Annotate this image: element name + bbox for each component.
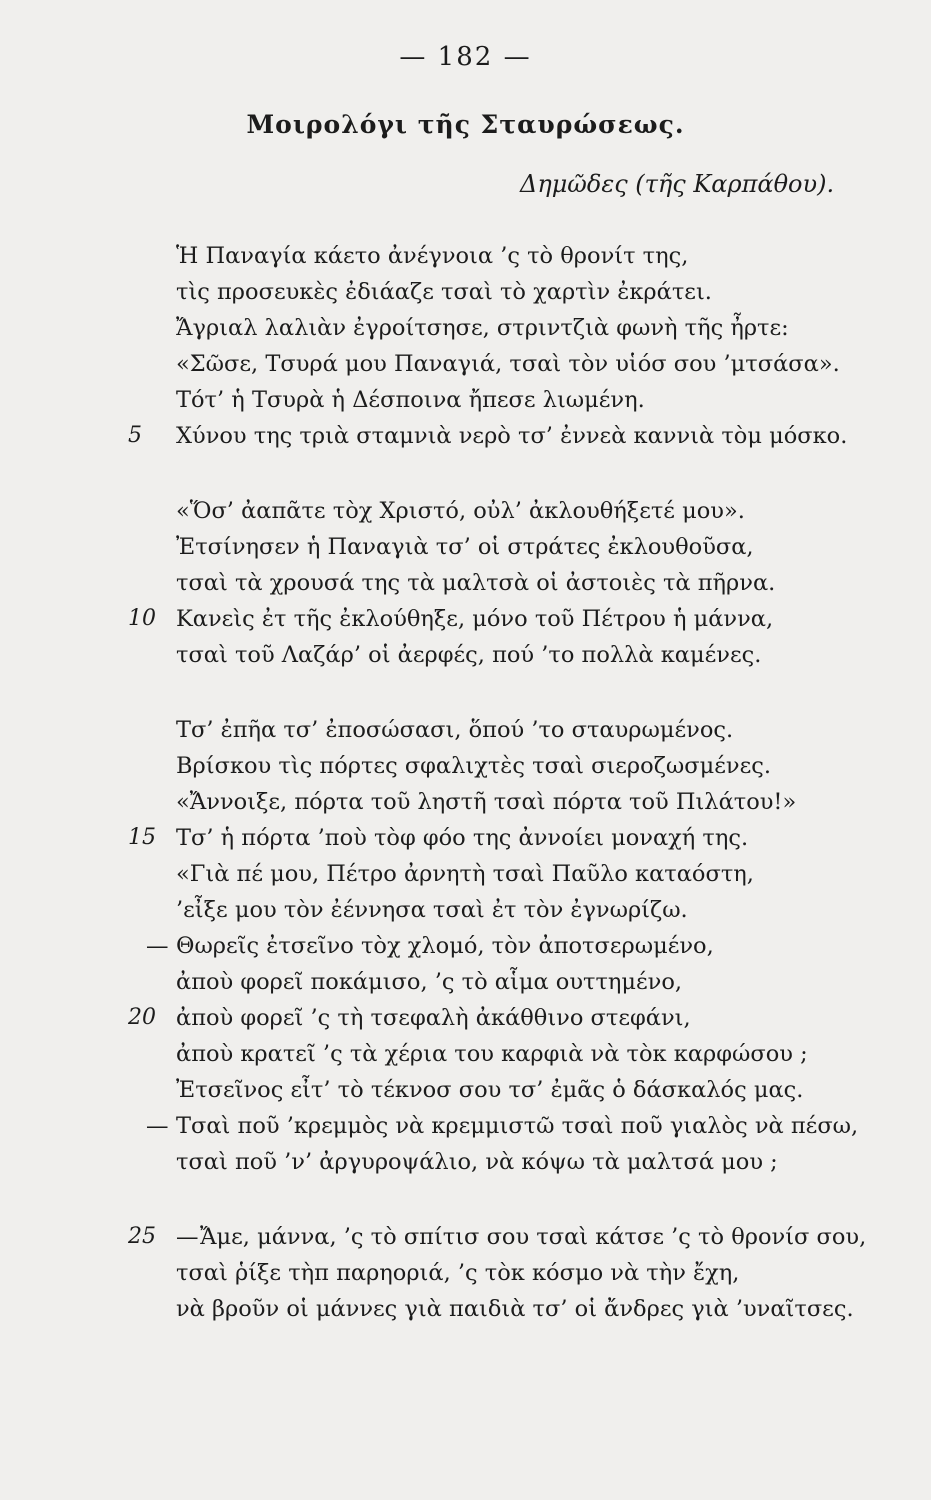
line-text: ἀποὺ κρατεῖ ’ς τὰ χέρια του καρφιὰ νὰ τὸκ καρφώσου ; xyxy=(176,1041,808,1067)
line-number: 15 xyxy=(128,825,156,850)
line-text: ἀποὺ φορεῖ ποκάμισο, ’ς τὸ αἷμα ουττημένο, xyxy=(176,969,683,995)
line-text: ’εἶξε μου τὸν ἐέννησα τσαὶ ἐτ τὸν ἐγνωρίζω. xyxy=(176,897,688,923)
poem-line xyxy=(0,1255,931,1291)
line-text: τσαὶ ῥίξε τὴπ παρηοριά, ’ς τὸκ κόσμο νὰ τὴν ἔχη, xyxy=(176,1260,740,1286)
poem-line xyxy=(0,820,931,856)
poem-line xyxy=(0,382,931,418)
line-text: νὰ βροῦν οἱ μάννες γιὰ παιδιὰ τσ’ οἱ ἄνδρες γιὰ ’υναῖτσες. xyxy=(176,1296,854,1322)
dialogue-dash: — xyxy=(176,1224,199,1250)
poem-title: Μοιρολόγι τῆς Σταυρώσεως. xyxy=(246,110,685,139)
line-number: 20 xyxy=(128,1005,156,1030)
poem-line xyxy=(0,1291,931,1327)
line-number: 25 xyxy=(128,1224,156,1249)
line-text: Ἄγριαλ λαλιὰν ἐγροίτσησε, στριντζιὰ φωνὴ τῆς ἦρτε: xyxy=(176,315,789,341)
line-text: Τσ’ ἡ πόρτα ’ποὺ τὸφ φόο της ἀννοίει μοναχή της. xyxy=(176,825,749,851)
poem-line xyxy=(0,1000,931,1036)
poem-line xyxy=(0,748,931,784)
poem-line xyxy=(0,637,931,673)
line-text: Ἡ Παναγία κάετο ἀνέγνοια ’ς τὸ θρονίτ της, xyxy=(176,243,689,269)
dialogue-dash: — xyxy=(146,933,169,959)
page-number: — 182 — xyxy=(399,42,532,72)
poem-line xyxy=(0,1036,931,1072)
poem-line xyxy=(0,565,931,601)
line-text: τσαὶ τὰ χρουσά της τὰ μαλτσὰ οἱ ἀστοιὲς τὰ πῆρνα. xyxy=(176,570,776,596)
line-text: Ἐτσεῖνος εἶτ’ τὸ τέκνοσ σου τσ’ ἐμᾶς ὁ δάσκαλός μας. xyxy=(176,1077,804,1103)
line-text: τσαὶ τοῦ Λαζάρ’ οἱ ἀερφές, πού ’το πολλὰ καμένες. xyxy=(176,642,762,668)
poem-line xyxy=(0,1108,931,1144)
poem-line xyxy=(0,712,931,748)
stanza-gap xyxy=(0,1180,931,1219)
line-text: Τσ’ ἐπῆα τσ’ ἐποσώσασι, ὅπού ’το σταυρωμένος. xyxy=(176,717,734,743)
line-text: «Ὅσ’ ἀαπᾶτε τὸχ Χριστό, οὐλ’ ἀκλουθήξετέ μου». xyxy=(176,498,745,524)
line-text: «Ἄννοιξε, πόρτα τοῦ ληστῆ τσαὶ πόρτα τοῦ Πιλάτου!» xyxy=(176,789,797,815)
line-text: «Γιὰ πέ μου, Πέτρο ἀρνητὴ τσαὶ Παῦλο καταόστη, xyxy=(176,861,754,887)
poem-line xyxy=(0,1219,931,1255)
line-text: Βρίσκου τὶς πόρτες σφαλιχτὲς τσαὶ σιεροζωσμένες. xyxy=(176,753,771,779)
line-text: Τσαὶ ποῦ ’κρεμμὸς νὰ κρεμμιστῶ τσαὶ ποῦ γιαλὸς νὰ πέσω, xyxy=(176,1113,859,1139)
poem-line xyxy=(0,529,931,565)
poem-subtitle: Δημῶδες (τῆς Καρπάθου). xyxy=(520,170,835,198)
dialogue-dash: — xyxy=(146,1113,169,1139)
line-number: 10 xyxy=(128,606,156,631)
stanza-gap xyxy=(0,673,931,712)
poem-line xyxy=(0,784,931,820)
line-text: Χύνου της τριὰ σταμνιὰ νερὸ τσ’ ἐννεὰ καννιὰ τὸμ μόσκο. xyxy=(176,423,848,449)
line-text: τὶς προσευκὲς ἐδιάαζε τσαὶ τὸ χαρτὶν ἐκράτει. xyxy=(176,279,712,305)
poem-line xyxy=(0,346,931,382)
poem-line xyxy=(0,1072,931,1108)
line-text: Κανεὶς ἐτ τῆς ἐκλούθηξε, μόνο τοῦ Πέτρου ἡ μάννα, xyxy=(176,606,774,632)
poem-line xyxy=(0,601,931,637)
line-text: Ἐτσίνησεν ἡ Παναγιὰ τσ’ οἱ στράτες ἐκλουθοῦσα, xyxy=(176,534,754,560)
poem-line xyxy=(0,964,931,1000)
poem-line xyxy=(0,892,931,928)
poem-line xyxy=(0,928,931,964)
line-text: ἀποὺ φορεῖ ’ς τὴ τσεφαλὴ ἀκάθθινο στεφάνι, xyxy=(176,1005,691,1031)
poem-line xyxy=(0,856,931,892)
poem-line xyxy=(0,310,931,346)
poem-line xyxy=(0,274,931,310)
poem-body xyxy=(0,238,931,1327)
stanza-gap xyxy=(0,454,931,493)
line-text: «Σῶσε, Τσυρά μου Παναγιά, τσαὶ τὸν υἱόσ σου ’μτσάσα». xyxy=(176,351,840,377)
line-text: Τότ’ ἡ Τσυρὰ ἡ Δέσποινα ἤπεσε λιωμένη. xyxy=(176,387,645,413)
line-text: Θωρεῖς ἐτσεῖνο τὸχ χλομό, τὸν ἀποτσερωμένο, xyxy=(176,933,714,959)
line-number: 5 xyxy=(128,423,142,448)
poem-line xyxy=(0,238,931,274)
line-text: Ἄμε, μάννα, ’ς τὸ σπίτισ σου τσαὶ κάτσε ’ς τὸ θρονίσ σου, xyxy=(200,1224,867,1250)
poem-line xyxy=(0,1144,931,1180)
poem-line xyxy=(0,418,931,454)
poem-line xyxy=(0,493,931,529)
line-text: τσαὶ ποῦ ’ν’ ἀργυροψάλιο, νὰ κόψω τὰ μαλτσά μου ; xyxy=(176,1149,778,1175)
